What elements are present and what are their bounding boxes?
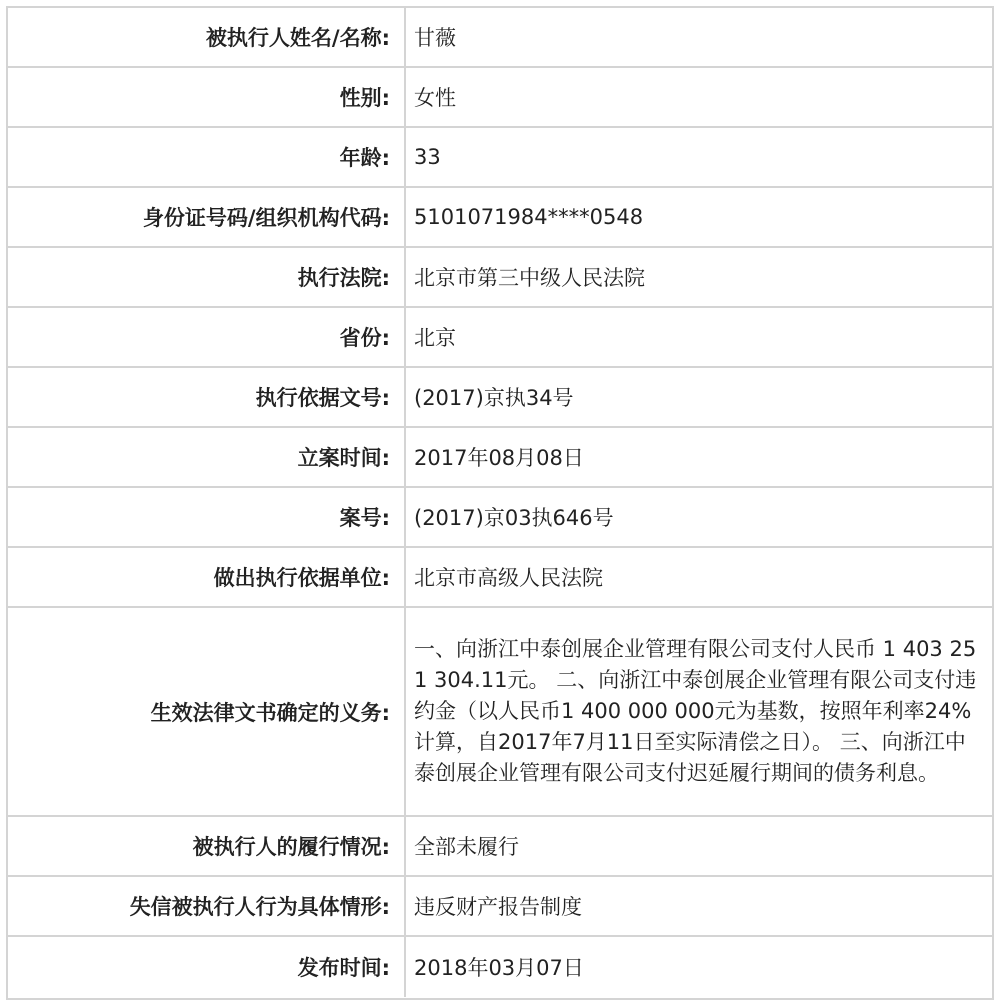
dishonest-debtor-record-table [6,6,994,1000]
label-enforcement-basis-number: 执行依据文号: [8,368,406,426]
row-id-number [8,188,992,248]
value-province: 北京 [414,326,456,350]
value-publish-date: 2018年03月07日 [414,956,584,980]
row-age [8,128,992,188]
legal-obligations-text: 一、向浙江中泰创展企业管理有限公司支付人民币 1 403 251 304.11元。 二、向浙江中泰创展企业管理有限公司支付违约金（以人民币1 400 000 000元为基数，按照年利率24%计算，自2017年7月11日至实际清偿之日）。 三、向浙江中泰创展企业管理有限公司支付迟延履行期间的债务利息。 [414,637,977,785]
label-filing-date: 立案时间: [8,428,406,486]
label-id-number: 身份证号码/组织机构代码: [8,188,406,246]
value-legal-obligations [406,608,992,815]
label-dishonest-behavior: 失信被执行人行为具体情形: [8,877,406,935]
value-gender: 女性 [414,86,456,110]
label-legal-obligations: 生效法律文书确定的义务: [8,608,406,815]
value-age: 33 [414,145,441,169]
row-gender [8,68,992,128]
value-id-number: 5101071984****0548 [414,205,644,229]
label-publish-date: 发布时间: [8,937,406,997]
value-filing-date: 2017年08月08日 [414,446,584,470]
row-performance-status [8,817,992,877]
row-legal-obligations [8,608,992,817]
row-province [8,308,992,368]
label-debtor-name: 被执行人姓名/名称: [8,8,406,66]
row-enforcement-court [8,248,992,308]
value-issuing-unit: 北京市高级人民法院 [414,566,603,590]
row-enforcement-basis-number [8,368,992,428]
label-gender: 性别: [8,68,406,126]
value-debtor-name: 甘薇 [414,26,456,50]
row-dishonest-behavior [8,877,992,937]
label-age: 年龄: [8,128,406,186]
value-enforcement-court: 北京市第三中级人民法院 [414,266,645,290]
row-issuing-unit [8,548,992,608]
row-filing-date [8,428,992,488]
label-issuing-unit: 做出执行依据单位: [8,548,406,606]
label-province: 省份: [8,308,406,366]
label-case-number: 案号: [8,488,406,546]
value-enforcement-basis-number: (2017)京执34号 [414,386,574,410]
label-performance-status: 被执行人的履行情况: [8,817,406,875]
row-case-number [8,488,992,548]
row-debtor-name [8,8,992,68]
row-publish-date [8,937,992,997]
value-performance-status: 全部未履行 [414,835,519,859]
label-enforcement-court: 执行法院: [8,248,406,306]
value-case-number: (2017)京03执646号 [414,506,614,530]
value-dishonest-behavior: 违反财产报告制度 [414,895,582,919]
